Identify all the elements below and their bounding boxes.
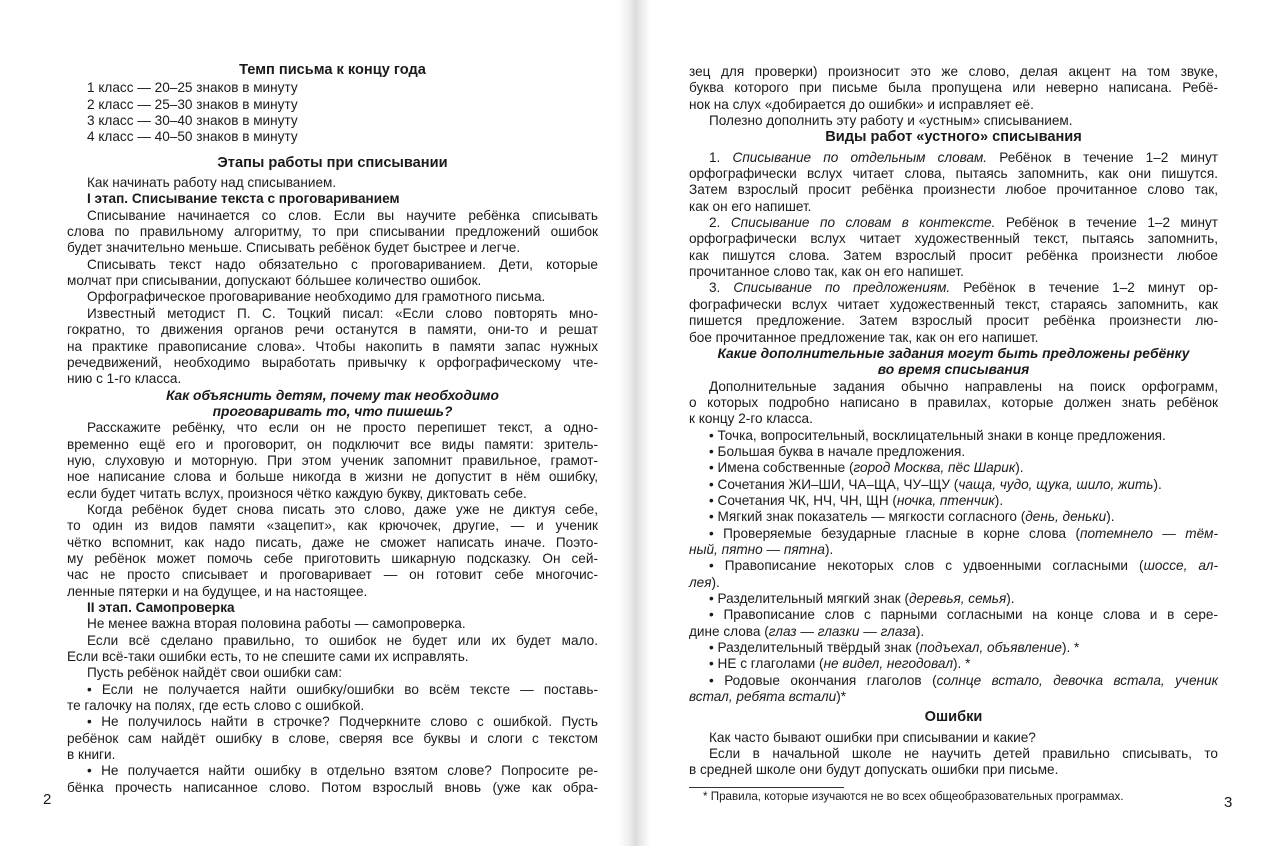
- paragraph: [689, 113, 1218, 129]
- paragraph: [67, 714, 598, 763]
- text-line: пишется предложение. Затем взрослый просит ребёнка произнести лю-: [689, 313, 1218, 329]
- text-line: му ребёнок может помочь себе приготовить шикарную подсказку. Он сей-: [67, 550, 598, 566]
- text-line: Какие дополнительные задания могут быть предложены ребёнку: [717, 345, 1190, 361]
- italic-example: подъехал, объявление: [919, 640, 1062, 656]
- paragraph: [67, 289, 598, 305]
- paragraph: [689, 509, 1218, 525]
- text-line: Списывать текст надо обязательно с проговариванием. Дети, которые: [87, 256, 598, 272]
- italic-example: деревья, семья: [909, 591, 1007, 606]
- paragraph: [67, 633, 598, 666]
- text-line: • Не получается найти ошибку в отдельно взятом слове? Попросите ре-: [87, 763, 598, 779]
- text-line: Пусть ребёнок найдёт свои ошибки сам:: [87, 665, 342, 681]
- paragraph: [689, 656, 1218, 672]
- text-line: 3 класс — 30–40 знаков в минуту: [87, 113, 298, 129]
- text-segment: ).: [711, 574, 720, 590]
- paragraph: [689, 526, 1218, 559]
- text-line: 4 класс — 40–50 знаков в минуту: [87, 129, 298, 145]
- footnote: * Правила, которые изучаются не во всех общеобразовательных программах.: [703, 789, 1124, 803]
- text-line: • Правописание слов с парными согласными на конце слова и в сере-: [709, 607, 1218, 623]
- text-line: [689, 280, 1218, 296]
- italic-example: потемнело — тём-: [1080, 525, 1218, 541]
- text-line: бёнка прочесть написанное слово. Потом взрослый вновь (уже как обра-: [67, 779, 598, 795]
- text-line: [689, 542, 1218, 558]
- text-line: ное написание слова и больше никогда в жизни не допустит в нём ошибку,: [67, 469, 598, 485]
- text-segment: 3.: [709, 280, 734, 296]
- text-line: [689, 215, 1218, 231]
- text-line: [689, 591, 1218, 607]
- text-line: [689, 477, 1218, 493]
- text-line: во время списывания: [877, 362, 1030, 378]
- text-line: гократно, то движения органов речи останутся в памяти, они-то и решат: [67, 322, 598, 338]
- paragraph: [67, 306, 598, 388]
- italic-example: шоссе, ал-: [1143, 558, 1218, 574]
- text-line: орфографически вслух читает художественный текст, пытаясь запомнить,: [689, 231, 1218, 247]
- text-line: • Большая буква в начале предложения.: [709, 443, 966, 459]
- paragraph: [67, 175, 598, 191]
- text-line: ленные пятерки и на будущее, и на настоящее.: [67, 583, 368, 599]
- text-segment: ).: [1015, 460, 1024, 476]
- text-segment: • Правописание некоторых слов с удвоенными согласными (: [709, 558, 1144, 574]
- text-line: Как объяснить детям, почему так необходимо: [166, 387, 499, 403]
- right-page-text: [689, 64, 1218, 804]
- text-line: [689, 509, 1218, 525]
- text-segment: ).: [824, 541, 834, 557]
- text-line: зец для проверки) произносит это же слово, делая акцент на том звуке,: [689, 64, 1218, 79]
- text-line: то один из видов памяти «зацепит», как крючочек, другие, — и ученик: [67, 518, 598, 534]
- paragraph: [689, 428, 1218, 444]
- text-segment: ).: [1106, 509, 1115, 525]
- italic-example: ный, пятно — пятна: [689, 541, 825, 557]
- subsection-heading: [689, 346, 1218, 379]
- text-line: [689, 526, 1218, 542]
- rate-list: [67, 80, 598, 145]
- paragraph: [689, 493, 1218, 509]
- text-line: I этап. Списывание текста с проговариванием: [87, 191, 400, 207]
- italic-example: Списывание по предложениям.: [733, 280, 951, 296]
- text-line: если будет читать вслух, произнося чётко каждую букву, диктовать себе.: [67, 485, 527, 501]
- text-line: II этап. Самопроверка: [87, 600, 235, 615]
- italic-example: город Москва, пёс Шарик: [853, 460, 1016, 476]
- paragraph: [67, 763, 598, 796]
- text-segment: • Разделительный мягкий знак (: [709, 591, 910, 606]
- text-line: Известный методист П. С. Тоцкий писал: «Если слово повторять мно-: [87, 305, 598, 321]
- text-line: те галочку на полях, где есть слово с ошибкой.: [67, 698, 365, 714]
- text-line: [689, 656, 1218, 672]
- paragraph: [689, 150, 1218, 215]
- text-line: чётко вспомнит, как надо писать, даже не сможет написать иначе. Поэто-: [67, 534, 598, 550]
- paragraph: [689, 379, 1218, 428]
- text-line: Если всё сделано правильно, то ошибок не будет или их будет мало.: [87, 632, 598, 648]
- text-segment: Ребёнок в течение 1–2 минут: [987, 149, 1218, 165]
- text-line: Не менее важна вторая половина работы — самопроверка.: [87, 616, 466, 632]
- text-line: нок на слух «добирается до ошибки» и исправляет её.: [689, 96, 1034, 112]
- section-heading: [67, 155, 598, 171]
- text-line: [689, 640, 1218, 656]
- italic-example: лея: [689, 574, 712, 590]
- paragraph: [67, 257, 598, 290]
- italic-example: день, деньки: [1025, 509, 1107, 525]
- text-line: 1 класс — 20–25 знаков в минуту: [87, 80, 298, 96]
- text-line: [689, 558, 1218, 574]
- text-line: в средней школе они будут допускать ошибки при письме.: [689, 762, 1059, 778]
- text-segment: • Разделительный твёрдый знак (: [709, 640, 920, 656]
- paragraph: [67, 208, 598, 257]
- text-segment: ). *: [1061, 640, 1080, 656]
- text-segment: Ребёнок в течение 1–2 минут ор-: [950, 280, 1218, 296]
- text-line: [689, 150, 1218, 166]
- stage-heading: [67, 600, 598, 616]
- text-line: Дополнительные задания обычно направлены на поиск орфограмм,: [709, 378, 1218, 394]
- text-line: к концу 2-го класса.: [689, 411, 813, 427]
- text-line: речедвижений, необходимо выработать привычку к орфографическому чте-: [67, 354, 598, 370]
- paragraph: [689, 444, 1218, 460]
- text-line: • Если не получается найти ошибку/ошибки во всём тексте — поставь-: [87, 681, 598, 697]
- text-segment: • Сочетания ЖИ–ШИ, ЧА–ЩА, ЧУ–ЩУ (: [709, 476, 959, 492]
- text-line: Орфографическое проговаривание необходимо для грамотного письма.: [87, 289, 546, 305]
- section-heading: [67, 62, 598, 78]
- text-segment: Ребёнок в течение 1–2 минут: [995, 215, 1218, 231]
- paragraph: [67, 502, 598, 600]
- italic-example: Списывание по отдельным словам.: [732, 149, 988, 165]
- text-segment: ). *: [953, 656, 971, 672]
- text-line: в книги.: [67, 747, 116, 763]
- paragraph: [689, 591, 1218, 607]
- text-line: буква которого при письме была пропущена или неверно написана. Ребё-: [689, 80, 1218, 96]
- italic-example: не видел, негодовал: [823, 656, 953, 672]
- text-line: нию с 1-го класса.: [67, 371, 182, 387]
- text-line: Ошибки: [924, 709, 983, 726]
- left-page-text: [67, 62, 598, 796]
- text-segment: 1.: [709, 149, 733, 165]
- text-segment: 2.: [709, 215, 731, 231]
- paragraph: [689, 607, 1218, 640]
- text-line: [689, 493, 1218, 509]
- subsection-heading: [67, 388, 598, 421]
- text-line: [689, 575, 1218, 591]
- text-line: на практике правописание слова». Чтобы накопить в памяти запас нужных: [67, 338, 598, 354]
- text-segment: • Мягкий знак показатель — мягкости согласного (: [709, 509, 1026, 525]
- text-line: фографически вслух читает художественный текст, стараясь запомнить, как: [689, 296, 1218, 312]
- text-line: Если в начальной школе не научить детей правильно списывать, то: [709, 746, 1218, 762]
- italic-example: встал, ребята встали: [689, 689, 837, 705]
- section-heading: [689, 129, 1218, 145]
- text-line: час не просто списывает и проговаривает — он готовит себе многочис-: [67, 567, 598, 583]
- text-line: [689, 460, 1218, 476]
- text-line: о которых подробно написано в правилах, которые должен знать ребёнок: [689, 394, 1218, 410]
- paragraph: [689, 558, 1218, 591]
- footnote-divider: [689, 787, 844, 788]
- text-segment: ).: [994, 492, 1004, 508]
- text-line: бое прочитанное предложение так, как он его напишет.: [689, 329, 1039, 345]
- paragraph: [689, 730, 1218, 746]
- text-segment: • Проверяемые безударные гласные в корне слова (: [709, 525, 1081, 541]
- text-segment: • Имена собственные (: [709, 460, 854, 476]
- text-segment: • Сочетания ЧК, НЧ, ЧН, ЩН (: [709, 492, 897, 508]
- paragraph: [67, 420, 598, 502]
- text-line: Полезно дополнить эту работу и «устным» списыванием.: [709, 113, 1073, 129]
- text-segment: )*: [836, 689, 847, 705]
- paragraph: [689, 215, 1218, 280]
- paragraph: [689, 280, 1218, 345]
- paragraph: [67, 682, 598, 715]
- text-line: как пишутся слова. Затем взрослый просит ребёнка произнести любое: [689, 247, 1218, 263]
- text-segment: дине слова (: [689, 623, 769, 639]
- section-heading: [689, 709, 1218, 725]
- paragraph: [689, 460, 1218, 476]
- text-segment: ).: [1006, 591, 1015, 606]
- italic-example: солнце встало, девочка встала, ученик: [936, 672, 1218, 688]
- italic-example: Списывание по словам в контексте.: [730, 215, 996, 231]
- paragraph: [689, 746, 1218, 779]
- text-segment: • Родовые окончания глаголов (: [709, 672, 937, 688]
- text-line: проговаривать то, что пишешь?: [212, 403, 453, 419]
- text-line: как он его напишет.: [689, 198, 812, 214]
- text-line: Как начинать работу над списыванием.: [87, 175, 337, 191]
- text-line: Затем взрослый просит ребёнка произнести любое прочитанное слово так,: [689, 182, 1218, 198]
- page-number: 3: [1224, 794, 1233, 811]
- text-segment: ).: [1153, 476, 1162, 492]
- text-line: 2 класс — 25–30 знаков в минуту: [87, 96, 298, 112]
- text-line: Если всё-таки ошибки есть, то не спешите сами их исправлять.: [67, 649, 469, 665]
- text-segment: • НЕ с глаголами (: [709, 656, 824, 672]
- italic-example: глаз — глазки — глаза: [768, 623, 916, 639]
- paragraph: [689, 673, 1218, 706]
- italic-example: ночка, птенчик: [896, 492, 995, 508]
- text-line: ную, слуховую и моторную. При этом ученик запомнит правильное, грамот-: [67, 452, 598, 468]
- text-line: [689, 624, 1218, 640]
- text-segment: ).: [915, 623, 925, 639]
- text-line: Когда ребёнок будет снова писать это слово, даже уже не диктуя себе,: [87, 501, 598, 517]
- text-line: ребёнок сам найдёт ошибку в слове, сверяя все буквы и слоги с текстом: [67, 730, 598, 746]
- paragraph: [689, 640, 1218, 656]
- text-line: орфографически вслух читает слова, пытаясь запомнить, как они пишутся.: [689, 166, 1218, 182]
- paragraph: [67, 616, 598, 632]
- paragraph: [689, 477, 1218, 493]
- text-line: прочитанное слово так, как он его напишет.: [689, 264, 964, 280]
- text-line: [689, 673, 1218, 689]
- stage-heading: [67, 191, 598, 207]
- text-line: [689, 689, 1218, 705]
- paragraph: [689, 64, 1218, 113]
- italic-example: чаща, чудо, щука, шило, жить: [958, 476, 1154, 492]
- text-line: Списывание начинается со слов. Если вы научите ребёнка списывать: [87, 207, 598, 223]
- text-line: Расскажите ребёнку, что если он не просто перепишет текст, а одно-: [87, 420, 598, 436]
- text-line: будет значительно меньше. Списывать ребёнок будет быстрее и легче.: [67, 240, 521, 256]
- text-line: слова по правильному алгоритму, то при списывании предложений ошибок: [67, 224, 598, 240]
- text-line: Как часто бывают ошибки при списывании и какие?: [709, 729, 1036, 745]
- text-line: Этапы работы при списывании: [217, 154, 448, 171]
- book-gutter: [618, 0, 650, 846]
- text-line: Темп письма к концу года: [239, 62, 426, 78]
- text-line: молчат при списывании, допускают бóльшее количество ошибок.: [67, 273, 482, 289]
- text-line: временно ещё его и проговорит, он подключит все виды памяти: зритель-: [67, 436, 598, 452]
- text-line: • Не получилось найти в строчке? Подчеркните слово с ошибкой. Пусть: [87, 714, 598, 730]
- paragraph: [67, 665, 598, 681]
- text-line: Виды работ «устного» списывания: [825, 129, 1082, 146]
- text-line: • Точка, вопросительный, восклицательный знаки в конце предложения.: [709, 427, 1166, 443]
- page-number: 2: [43, 791, 52, 808]
